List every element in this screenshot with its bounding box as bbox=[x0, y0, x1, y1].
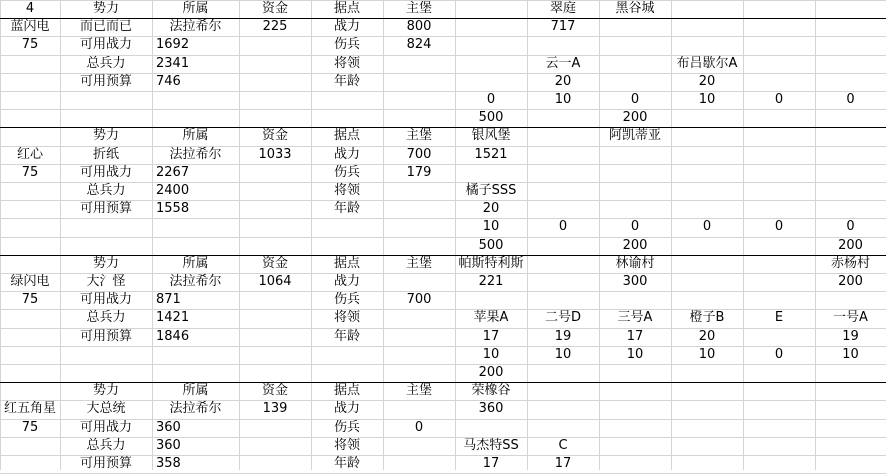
stat-cell[interactable]: 法拉希尔 bbox=[169, 274, 222, 289]
stronghold-power[interactable]: 200 bbox=[838, 274, 863, 289]
column-header[interactable]: 所属 bbox=[182, 383, 209, 398]
column-header[interactable]: 主堡 bbox=[405, 383, 432, 398]
stat-cell[interactable]: 358 bbox=[156, 456, 181, 471]
stat-cell[interactable]: 800 bbox=[406, 19, 432, 34]
stat-cell[interactable]: 总兵力 bbox=[86, 183, 126, 198]
faction-name[interactable]: 75 bbox=[21, 292, 39, 307]
value-cell[interactable]: 10 bbox=[554, 92, 572, 107]
stat-cell[interactable] bbox=[383, 309, 455, 327]
faction-name[interactable]: 红心 bbox=[16, 147, 43, 162]
stat-cell[interactable] bbox=[383, 73, 455, 91]
stat-cell[interactable]: 139 bbox=[262, 401, 288, 416]
value-cell[interactable]: 10 bbox=[626, 347, 644, 362]
stat-cell[interactable]: 1421 bbox=[156, 310, 190, 325]
faction-name[interactable]: 75 bbox=[21, 165, 39, 180]
stronghold-name[interactable]: 荣橡谷 bbox=[471, 383, 511, 398]
column-header[interactable]: 势力 bbox=[92, 128, 119, 143]
stat-cell[interactable]: 年龄 bbox=[333, 74, 360, 89]
value-cell[interactable]: 10 bbox=[698, 347, 716, 362]
general-name[interactable]: 马杰特SS bbox=[463, 438, 519, 453]
value-cell[interactable]: 10 bbox=[842, 347, 859, 362]
stat-cell[interactable]: 1033 bbox=[258, 147, 292, 162]
stat-cell[interactable]: 1692 bbox=[156, 37, 190, 52]
stat-cell[interactable]: 总兵力 bbox=[86, 56, 126, 71]
stronghold-power[interactable]: 300 bbox=[622, 274, 648, 289]
stat-cell[interactable]: 伤兵 bbox=[333, 165, 360, 180]
general-age[interactable] bbox=[743, 328, 815, 346]
stat-cell[interactable]: 将领 bbox=[333, 438, 360, 453]
stat-cell[interactable] bbox=[239, 455, 311, 473]
stat-cell[interactable] bbox=[239, 73, 311, 91]
general-name[interactable]: 橙子B bbox=[689, 310, 725, 325]
value-cell[interactable]: 500 bbox=[478, 110, 504, 125]
stat-cell[interactable] bbox=[383, 55, 455, 73]
stronghold-power[interactable]: 1521 bbox=[474, 147, 508, 162]
stat-cell[interactable]: 将领 bbox=[333, 310, 360, 325]
stronghold-power[interactable]: 360 bbox=[478, 401, 504, 416]
stat-cell[interactable]: 伤兵 bbox=[333, 420, 360, 435]
general-age[interactable]: 17 bbox=[626, 329, 644, 344]
stat-cell[interactable]: 法拉希尔 bbox=[169, 401, 222, 416]
general-name[interactable]: C bbox=[558, 438, 568, 453]
stronghold-power[interactable]: 221 bbox=[478, 274, 504, 289]
column-header[interactable]: 势力 bbox=[92, 383, 119, 398]
stat-cell[interactable]: 而已而已 bbox=[79, 19, 132, 34]
stat-cell[interactable]: 战力 bbox=[333, 401, 360, 416]
column-header[interactable]: 资金 bbox=[261, 256, 288, 271]
stat-cell[interactable]: 179 bbox=[406, 165, 432, 180]
stronghold-name[interactable]: 赤杨村 bbox=[830, 256, 870, 271]
stat-cell[interactable] bbox=[239, 164, 311, 182]
stat-cell[interactable]: 可用预算 bbox=[79, 329, 132, 344]
stat-cell[interactable]: 年龄 bbox=[333, 456, 360, 471]
general-age[interactable]: 17 bbox=[554, 456, 572, 471]
faction-name[interactable]: 4 bbox=[25, 1, 35, 16]
stat-cell[interactable]: 可用战力 bbox=[79, 292, 132, 307]
general-age[interactable]: 19 bbox=[554, 329, 572, 344]
value-cell[interactable]: 0 bbox=[774, 347, 784, 362]
stat-cell[interactable]: 700 bbox=[406, 292, 432, 307]
stat-cell[interactable]: 360 bbox=[156, 420, 181, 435]
stat-cell[interactable] bbox=[239, 200, 311, 218]
stronghold-name[interactable]: 阿凯蒂亚 bbox=[608, 128, 661, 143]
general-age[interactable]: 17 bbox=[482, 329, 500, 344]
stat-cell[interactable]: 可用预算 bbox=[79, 74, 132, 89]
value-cell[interactable]: 200 bbox=[622, 238, 648, 253]
stat-cell[interactable]: 360 bbox=[156, 438, 181, 453]
stat-cell[interactable]: 大氵怪 bbox=[86, 274, 126, 289]
stat-cell[interactable]: 战力 bbox=[333, 274, 360, 289]
stat-cell[interactable]: 折纸 bbox=[92, 147, 119, 162]
stat-cell[interactable]: 法拉希尔 bbox=[169, 147, 222, 162]
general-age[interactable]: 19 bbox=[842, 329, 859, 344]
general-age[interactable]: 20 bbox=[482, 201, 500, 216]
general-name[interactable]: 布吕歇尔A bbox=[676, 56, 738, 71]
row-gridline bbox=[0, 237, 886, 238]
stat-cell[interactable] bbox=[383, 400, 455, 418]
stat-cell[interactable]: 伤兵 bbox=[333, 37, 360, 52]
stat-cell[interactable]: 871 bbox=[156, 292, 181, 307]
stat-cell[interactable]: 可用战力 bbox=[79, 165, 132, 180]
value-cell[interactable]: 0 bbox=[630, 92, 640, 107]
general-name[interactable]: 三号A bbox=[617, 310, 653, 325]
value-cell[interactable]: 500 bbox=[478, 238, 504, 253]
general-name[interactable]: 橘子SSS bbox=[465, 183, 517, 198]
stat-cell[interactable]: 可用战力 bbox=[79, 37, 132, 52]
stat-cell[interactable] bbox=[383, 437, 455, 455]
stat-cell[interactable]: 战力 bbox=[333, 147, 360, 162]
column-header[interactable]: 所属 bbox=[182, 128, 209, 143]
column-header[interactable]: 据点 bbox=[333, 128, 360, 143]
column-header[interactable]: 据点 bbox=[333, 1, 360, 16]
stat-cell[interactable]: 225 bbox=[262, 19, 288, 34]
value-cell[interactable]: 10 bbox=[482, 347, 500, 362]
stat-cell[interactable] bbox=[239, 309, 311, 327]
faction-name[interactable]: 红五角星 bbox=[3, 401, 56, 416]
row-gridline bbox=[0, 364, 886, 365]
general-age[interactable]: 17 bbox=[482, 456, 500, 471]
stat-cell[interactable]: 可用预算 bbox=[79, 456, 132, 471]
stat-cell[interactable] bbox=[239, 437, 311, 455]
row-gridline bbox=[0, 109, 886, 110]
general-age[interactable]: 20 bbox=[698, 74, 716, 89]
stat-cell[interactable] bbox=[239, 328, 311, 346]
stat-cell[interactable]: 战力 bbox=[333, 19, 360, 34]
stat-cell[interactable]: 可用预算 bbox=[79, 201, 132, 216]
column-header[interactable]: 所属 bbox=[182, 256, 209, 271]
stat-cell[interactable]: 年龄 bbox=[333, 329, 360, 344]
stat-cell[interactable]: 总兵力 bbox=[86, 310, 126, 325]
stat-cell[interactable] bbox=[239, 182, 311, 200]
stat-cell[interactable] bbox=[383, 455, 455, 473]
column-header[interactable]: 资金 bbox=[261, 128, 288, 143]
stat-cell[interactable]: 将领 bbox=[333, 56, 360, 71]
stat-cell[interactable] bbox=[383, 328, 455, 346]
column-header[interactable]: 据点 bbox=[333, 256, 360, 271]
value-cell[interactable]: 10 bbox=[482, 219, 500, 234]
faction-name[interactable]: 75 bbox=[21, 37, 39, 52]
column-header[interactable]: 主堡 bbox=[405, 1, 432, 16]
value-cell[interactable]: 0 bbox=[774, 92, 784, 107]
value-cell[interactable]: 10 bbox=[698, 92, 716, 107]
column-header[interactable]: 所属 bbox=[182, 1, 209, 16]
column-header[interactable]: 势力 bbox=[92, 1, 119, 16]
stat-cell[interactable]: 总兵力 bbox=[86, 438, 126, 453]
general-name[interactable]: 二号D bbox=[544, 310, 581, 325]
general-name[interactable]: E bbox=[774, 310, 784, 325]
stronghold-name[interactable]: 翠庭 bbox=[549, 1, 576, 16]
stat-cell[interactable]: 0 bbox=[414, 420, 424, 435]
column-header[interactable]: 势力 bbox=[92, 256, 119, 271]
stat-cell[interactable]: 1558 bbox=[156, 201, 190, 216]
stronghold-name[interactable]: 银风堡 bbox=[471, 128, 511, 143]
general-age[interactable]: 20 bbox=[554, 74, 572, 89]
stat-cell[interactable]: 1846 bbox=[156, 329, 190, 344]
faction-name[interactable]: 蓝闪电 bbox=[10, 19, 50, 34]
value-cell[interactable]: 0 bbox=[558, 219, 568, 234]
stat-cell[interactable]: 2341 bbox=[156, 56, 190, 71]
column-header[interactable]: 资金 bbox=[261, 383, 288, 398]
column-header[interactable]: 据点 bbox=[333, 383, 360, 398]
stronghold-name[interactable]: 林谕村 bbox=[615, 256, 655, 271]
general-name[interactable]: 一号A bbox=[833, 310, 868, 325]
stat-cell[interactable] bbox=[383, 273, 455, 291]
column-header[interactable]: 主堡 bbox=[405, 128, 432, 143]
general-name[interactable]: 苹果A bbox=[473, 310, 509, 325]
value-cell[interactable]: 10 bbox=[554, 347, 572, 362]
stat-cell[interactable]: 可用战力 bbox=[79, 420, 132, 435]
column-header[interactable]: 主堡 bbox=[405, 256, 432, 271]
stat-cell[interactable]: 年龄 bbox=[333, 201, 360, 216]
stronghold-power[interactable]: 717 bbox=[550, 19, 576, 34]
value-cell[interactable]: 0 bbox=[630, 219, 640, 234]
value-cell[interactable]: 200 bbox=[478, 365, 504, 380]
stronghold-name[interactable]: 帕斯特利斯 bbox=[458, 256, 524, 271]
general-age[interactable]: 20 bbox=[698, 329, 716, 344]
stat-cell[interactable]: 2400 bbox=[156, 183, 190, 198]
column-header[interactable]: 资金 bbox=[261, 1, 288, 16]
value-cell[interactable]: 0 bbox=[774, 219, 784, 234]
stat-cell[interactable] bbox=[239, 419, 311, 437]
stat-cell[interactable]: 2267 bbox=[156, 165, 190, 180]
faction-name[interactable]: 75 bbox=[21, 420, 39, 435]
stat-cell[interactable]: 法拉希尔 bbox=[169, 19, 222, 34]
general-name[interactable]: 云一A bbox=[545, 56, 581, 71]
stat-cell[interactable] bbox=[239, 36, 311, 54]
stronghold-name[interactable]: 黑谷城 bbox=[615, 1, 655, 16]
stat-cell[interactable] bbox=[383, 182, 455, 200]
stat-cell[interactable]: 将领 bbox=[333, 183, 360, 198]
value-cell[interactable]: 200 bbox=[622, 110, 648, 125]
value-cell[interactable]: 0 bbox=[702, 219, 712, 234]
stat-cell[interactable]: 1064 bbox=[258, 274, 292, 289]
stat-cell[interactable] bbox=[239, 55, 311, 73]
value-cell[interactable]: 0 bbox=[486, 92, 496, 107]
value-cell[interactable]: 0 bbox=[846, 92, 855, 107]
stat-cell[interactable] bbox=[383, 200, 455, 218]
stat-cell[interactable]: 700 bbox=[406, 147, 432, 162]
stat-cell[interactable]: 伤兵 bbox=[333, 292, 360, 307]
faction-name[interactable]: 绿闪电 bbox=[10, 274, 50, 289]
stat-cell[interactable] bbox=[239, 291, 311, 309]
stat-cell[interactable]: 大总统 bbox=[86, 401, 126, 416]
stat-cell[interactable]: 824 bbox=[406, 37, 432, 52]
value-cell[interactable]: 0 bbox=[846, 219, 855, 234]
value-cell[interactable]: 200 bbox=[838, 238, 863, 253]
stat-cell[interactable]: 746 bbox=[156, 74, 181, 89]
